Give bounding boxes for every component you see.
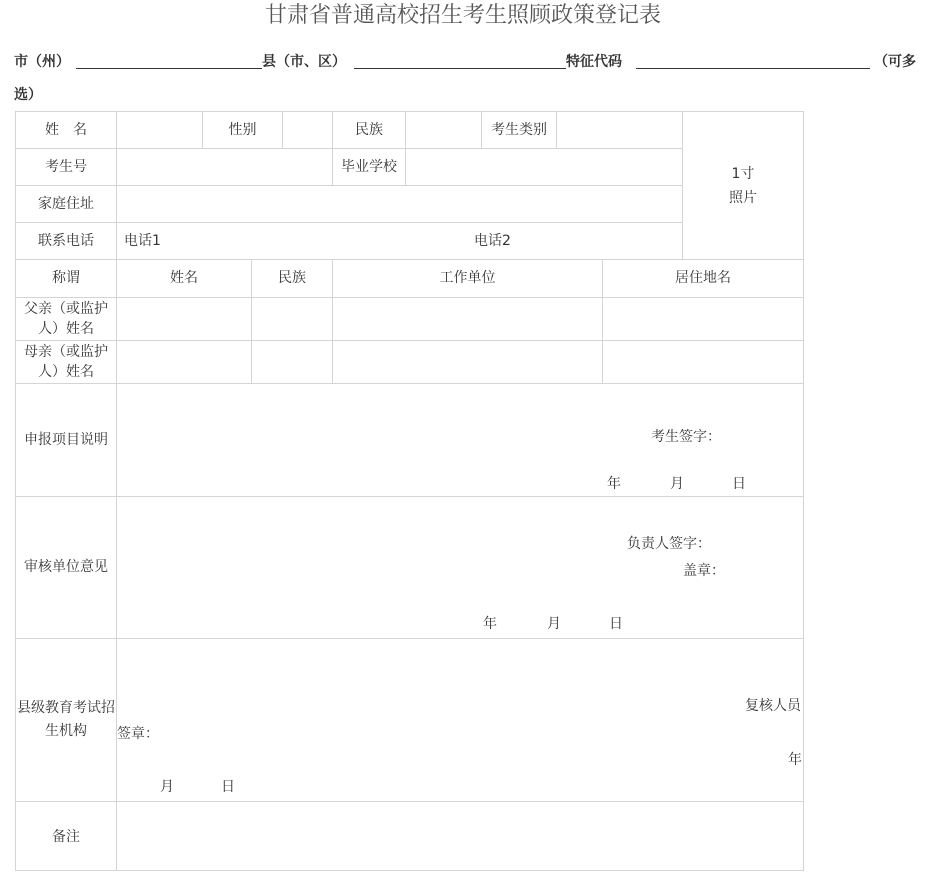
name-label: 姓 名 [45, 122, 87, 138]
review-opinion-label: 审核单位意见 [24, 559, 108, 575]
phone1-label: 电话1 [124, 233, 161, 249]
photo-label-2: 照片 [729, 190, 757, 206]
seal-label: 盖章： [683, 563, 725, 579]
project-month-label: 月 [670, 476, 684, 492]
county-agency-label-2: 生机构 [45, 723, 87, 739]
page-title: 甘肃省普通高校招生考生照顾政策登记表 [264, 3, 661, 28]
gender-label: 性别 [228, 122, 257, 138]
review-month-label: 月 [547, 616, 561, 632]
county-agency-label-1: 县级教育考试招 [17, 700, 115, 716]
family-name-header: 姓名 [170, 270, 198, 286]
candidate-type-label: 考生类别 [491, 122, 547, 138]
mother-label-1: 母亲（或监护 [24, 344, 108, 360]
father-label-2: 人）姓名 [38, 321, 94, 337]
residence-header: 居住地名 [675, 270, 731, 286]
optional-label: （可多 [874, 54, 916, 70]
photo-label-1: 1寸 [731, 166, 755, 182]
project-description-label: 申报项目说明 [24, 432, 108, 448]
graduated-school-label: 毕业学校 [341, 159, 397, 175]
review-day-label: 日 [609, 616, 623, 632]
reviewer-label: 复核人员 [745, 698, 801, 714]
candidate-no-label: 考生号 [45, 159, 87, 175]
phone2-label: 电话2 [474, 233, 511, 249]
candidate-signature-label: 考生签字： [651, 429, 721, 445]
project-day-label: 日 [732, 476, 746, 492]
mother-label-2: 人）姓名 [38, 364, 94, 380]
feature-code-blank [636, 68, 870, 69]
ethnicity-label: 民族 [355, 122, 383, 138]
relation-header: 称谓 [52, 270, 80, 286]
feature-code-label: 特征代码 [566, 54, 622, 70]
work-unit-header: 工作单位 [439, 270, 496, 286]
review-year-label: 年 [483, 616, 497, 632]
responsible-signature-label: 负责人签字： [627, 536, 711, 552]
city-label: 市（州） [14, 54, 70, 70]
city-blank [76, 68, 262, 69]
sign-seal-label: 签章： [117, 726, 159, 742]
optional-label-cont: 选） [14, 87, 42, 103]
county-blank [354, 68, 566, 69]
agency-year-label: 年 [788, 752, 802, 768]
county-label: 县（市、区） [262, 54, 346, 70]
remarks-label: 备注 [52, 829, 80, 845]
agency-day-label: 日 [221, 779, 235, 795]
contact-phone-label: 联系电话 [38, 233, 94, 249]
father-label-1: 父亲（或监护 [24, 301, 108, 317]
agency-month-label: 月 [160, 779, 174, 795]
project-year-label: 年 [607, 476, 621, 492]
home-address-label: 家庭住址 [38, 196, 94, 212]
family-ethnicity-header: 民族 [278, 270, 306, 286]
